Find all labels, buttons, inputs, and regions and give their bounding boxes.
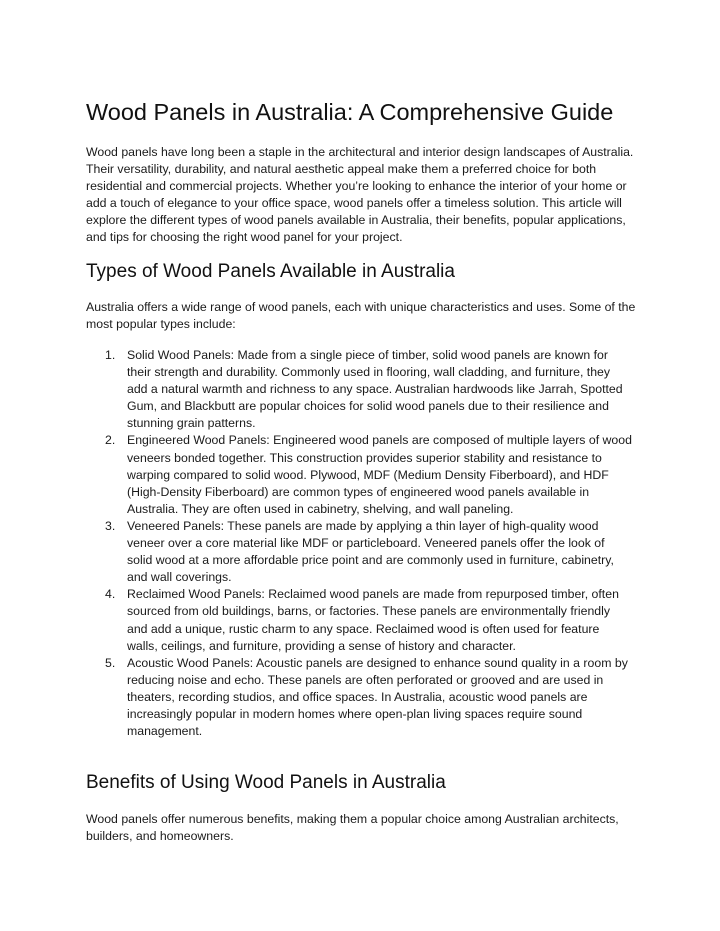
page-title: Wood Panels in Australia: A Comprehensive Guide <box>86 99 614 125</box>
benefits-intro-paragraph: Wood panels offer numerous benefits, making them a popular choice among Australian architects, builders, and homeowners. <box>86 812 619 844</box>
intro-paragraph: Wood panels have long been a staple in the architectural and interior design landscapes of Australia. Their versatility, durability, and natural aesthetic appeal make them a preferred choice for both residential and commercial projects. Whether you’re looking to enhance the interior of your home or add a touch of elegance to your office space, wood panels offer a timeless solution. This article will explore the different types of wood panels available in Australia, their benefits, popular applications, and tips for choosing the right wood panel for your project. <box>86 145 634 245</box>
list-item <box>86 655 633 740</box>
list-item <box>86 518 633 586</box>
list-item-number: 1. <box>105 348 116 362</box>
list-item <box>86 586 633 654</box>
list-item-number: 4. <box>105 587 116 602</box>
list-item-number: 2. <box>105 433 116 448</box>
list-item-text: Engineered Wood Panels: Engineered wood panels are composed of multiple layers of wood veneers bonded together. This construction provides superior stability and resistance to warping compared to solid wood. Plywood, MDF (Medium Density Fiberboard), and HDF (High-Density Fiberboard) are common types of engineered wood panels available in Australia. They are often used in cabinetry, shelving, and wall paneling. <box>127 433 632 516</box>
list-item-text: Veneered Panels: These panels are made by applying a thin layer of high-quality wood veneer over a core material like MDF or particleboard. Veneered panels offer the look of solid wood at a more affordable price point and are commonly used in furniture, cabinetry, and wall coverings. <box>127 518 614 585</box>
list-item-number: 3. <box>105 518 116 533</box>
list-item-text: Acoustic Wood Panels: Acoustic panels are designed to enhance sound quality in a room by reducing noise and echo. These panels are often perforated or grooved and are used in theaters, recording studios, and office spaces. In Australia, acoustic wood panels are increasingly popular in modern homes where open-plan living spaces require sound management. <box>127 655 628 739</box>
list-item <box>86 432 633 517</box>
types-section-heading: Types of Wood Panels Available in Australia <box>86 261 455 282</box>
benefits-section-heading: Benefits of Using Wood Panels in Australia <box>86 772 446 793</box>
wood-panel-types-list <box>86 347 646 740</box>
types-intro-paragraph: Australia offers a wide range of wood panels, each with unique characteristics and uses. Some of the most popular types include: <box>86 300 636 332</box>
list-item <box>86 347 633 432</box>
list-item-text: Solid Wood Panels: Made from a single piece of timber, solid wood panels are known for their strength and durability. Commonly used in flooring, wall cladding, and furniture, they add a natural warmth and richness to any space. Australian hardwoods like Jarrah, Spotted Gum, and Blackbutt are popular choices for solid wood panels due to their resilience and stunning grain patterns. <box>127 348 623 431</box>
list-item-number: 5. <box>105 655 116 670</box>
list-item-text: Reclaimed Wood Panels: Reclaimed wood panels are made from repurposed timber, often sourced from old buildings, barns, or factories. These panels are environmentally friendly and add a unique, rustic charm to any space. Reclaimed wood is often used for feature walls, ceilings, and furniture, providing a sense of history and character. <box>127 587 619 653</box>
